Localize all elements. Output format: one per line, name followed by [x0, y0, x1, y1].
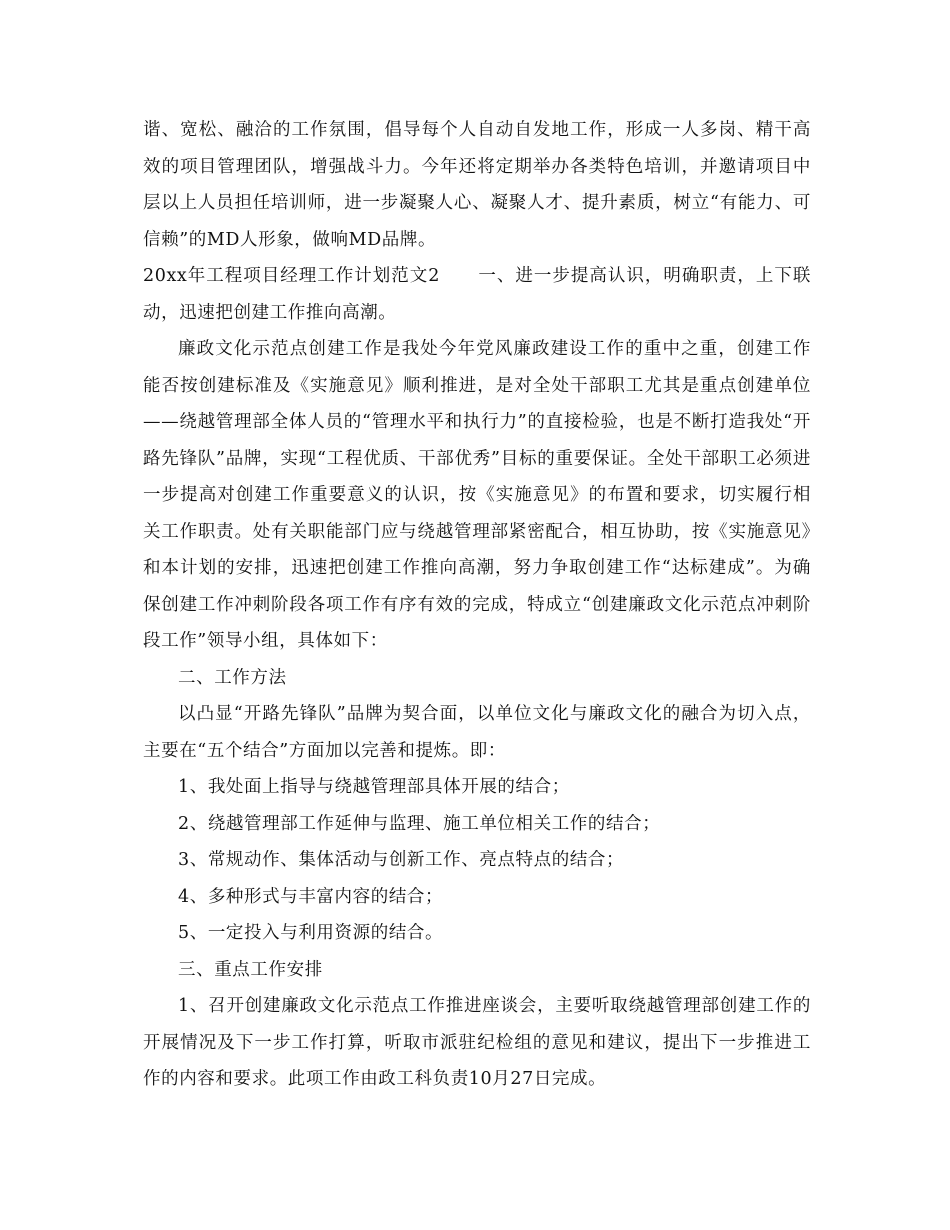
section-two-heading: 二、工作方法: [178, 667, 287, 688]
document-title: 20xx年工程项目经理工作计划范文2: [143, 266, 441, 286]
paragraph-continuation: 谐、宽松、融洽的工作氛围，倡导每个人自动自发地工作，形成一人多岗、精干高效的项目管理团队，增强战斗力。今年还将定期举办各类特色培训，并邀请项目中层以上人员担任培训师，进一步凝聚人心、凝聚人才、提升素质，树立“有能力、可信赖”的MD人形象，做响MD品牌。: [143, 120, 811, 250]
section-three-heading: 三、重点工作安排: [178, 959, 323, 980]
list-item: 3、常规动作、集体活动与创新工作、亮点特点的结合；: [178, 850, 625, 870]
paragraph-key-work: 1、召开创建廉政文化示范点工作推进座谈会，主要听取绕越管理部创建工作的开展情况及下一步工作打算，听取市派驻纪检组的意见和建议，提出下一步推进工作的内容和要求。此项工作由政工科负责10月27日完成。: [143, 996, 811, 1089]
section-title-line: [143, 258, 811, 331]
document-body: [143, 112, 811, 1098]
section-one-heading: 一、进一步提高认识，明确职责，上下联动，迅速把创建工作推向高潮。: [143, 266, 811, 323]
list-item: 5、一定投入与利用资源的结合。: [178, 923, 444, 943]
paragraph-method: 以凸显“开路先锋队”品牌为契合面，以单位文化与廉政文化的融合为切入点，主要在“五个结合”方面加以完善和提炼。即：: [143, 704, 811, 761]
list-item: 2、绕越管理部工作延伸与监理、施工单位相关工作的结合；: [178, 813, 661, 834]
paragraph-intro: 廉政文化示范点创建工作是我处今年党风廉政建设工作的重中之重，创建工作能否按创建标准及《实施意见》顺利推进，是对全处干部职工尤其是重点创建单位——绕越管理部全体人员的“管理水平和执行力”的直接检验，也是不断打造我处“开路先锋队”品牌，实现“工程优质、干部优秀”目标的重要保证。全处干部职工必须进一步提高对创建工作重要意义的认识，按《实施意见》的布置和要求，切实履行相关工作职责。处有关职能部门应与绕越管理部紧密配合，相互协助，按《实施意见》和本计划的安排，迅速把创建工作推向高潮，努力争取创建工作“达标建成”。为确保创建工作冲刺阶段各项工作有序有效的完成，特成立“创建廉政文化示范点冲刺阶段工作”领导小组，具体如下：: [143, 339, 811, 651]
list-item: 4、多种形式与丰富内容的结合；: [178, 886, 444, 907]
list-item: 1、我处面上指导与绕越管理部具体开展的结合；: [178, 777, 570, 797]
